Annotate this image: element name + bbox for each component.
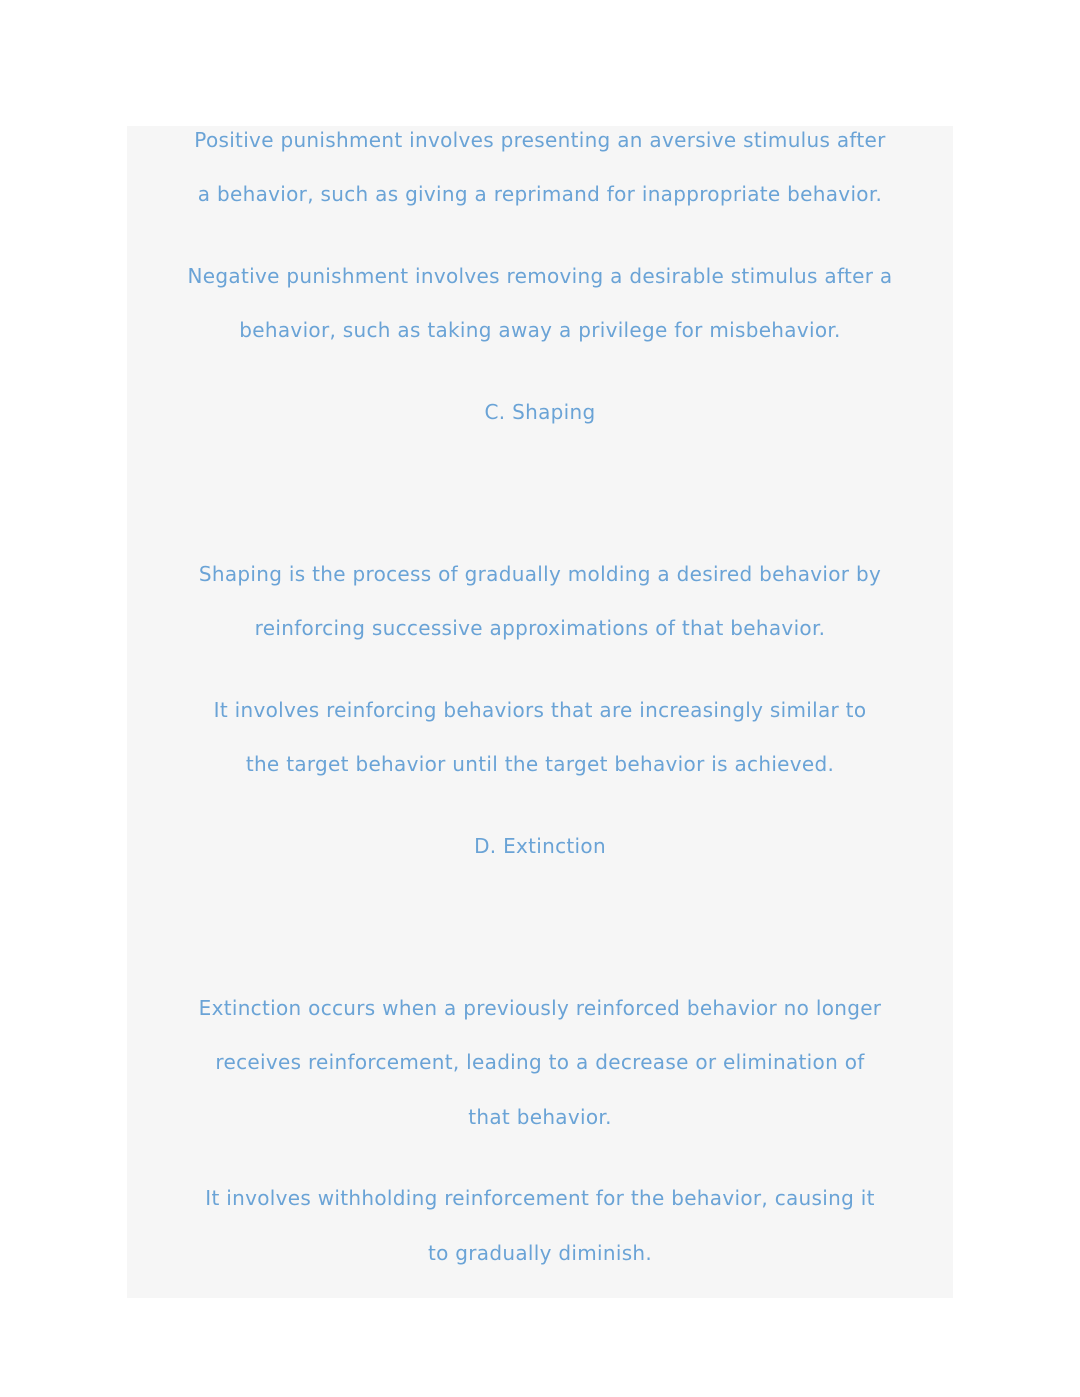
document-page bbox=[127, 126, 953, 1298]
paragraph-extinction-process-line-1: It involves withholding reinforcement for the behavior, causing it bbox=[205, 1186, 875, 1210]
paragraph-extinction-process-line-2: to gradually diminish. bbox=[427, 1241, 653, 1265]
section-heading-shaping: C. Shaping bbox=[484, 400, 596, 424]
paragraph-shaping-definition-line-2: reinforcing successive approximations of that behavior. bbox=[254, 616, 826, 640]
paragraph-positive-punishment-line-2: a behavior, such as giving a reprimand for inappropriate behavior. bbox=[197, 182, 883, 206]
section-heading-extinction: D. Extinction bbox=[474, 834, 606, 858]
paragraph-shaping-process-line-1: It involves reinforcing behaviors that are increasingly similar to bbox=[213, 698, 867, 722]
paragraph-negative-punishment-line-2: behavior, such as taking away a privilege for misbehavior. bbox=[239, 318, 841, 342]
paragraph-positive-punishment-line-1: Positive punishment involves presenting an aversive stimulus after bbox=[194, 128, 886, 152]
paragraph-shaping-process-line-2: the target behavior until the target behavior is achieved. bbox=[245, 752, 835, 776]
paragraph-extinction-definition-line-3: that behavior. bbox=[468, 1105, 612, 1129]
paragraph-negative-punishment-line-1: Negative punishment involves removing a desirable stimulus after a bbox=[187, 264, 893, 288]
paragraph-extinction-definition-line-2: receives reinforcement, leading to a decrease or elimination of bbox=[215, 1050, 865, 1074]
paragraph-extinction-definition-line-1: Extinction occurs when a previously reinforced behavior no longer bbox=[198, 996, 882, 1020]
paragraph-shaping-definition-line-1: Shaping is the process of gradually molding a desired behavior by bbox=[198, 562, 882, 586]
